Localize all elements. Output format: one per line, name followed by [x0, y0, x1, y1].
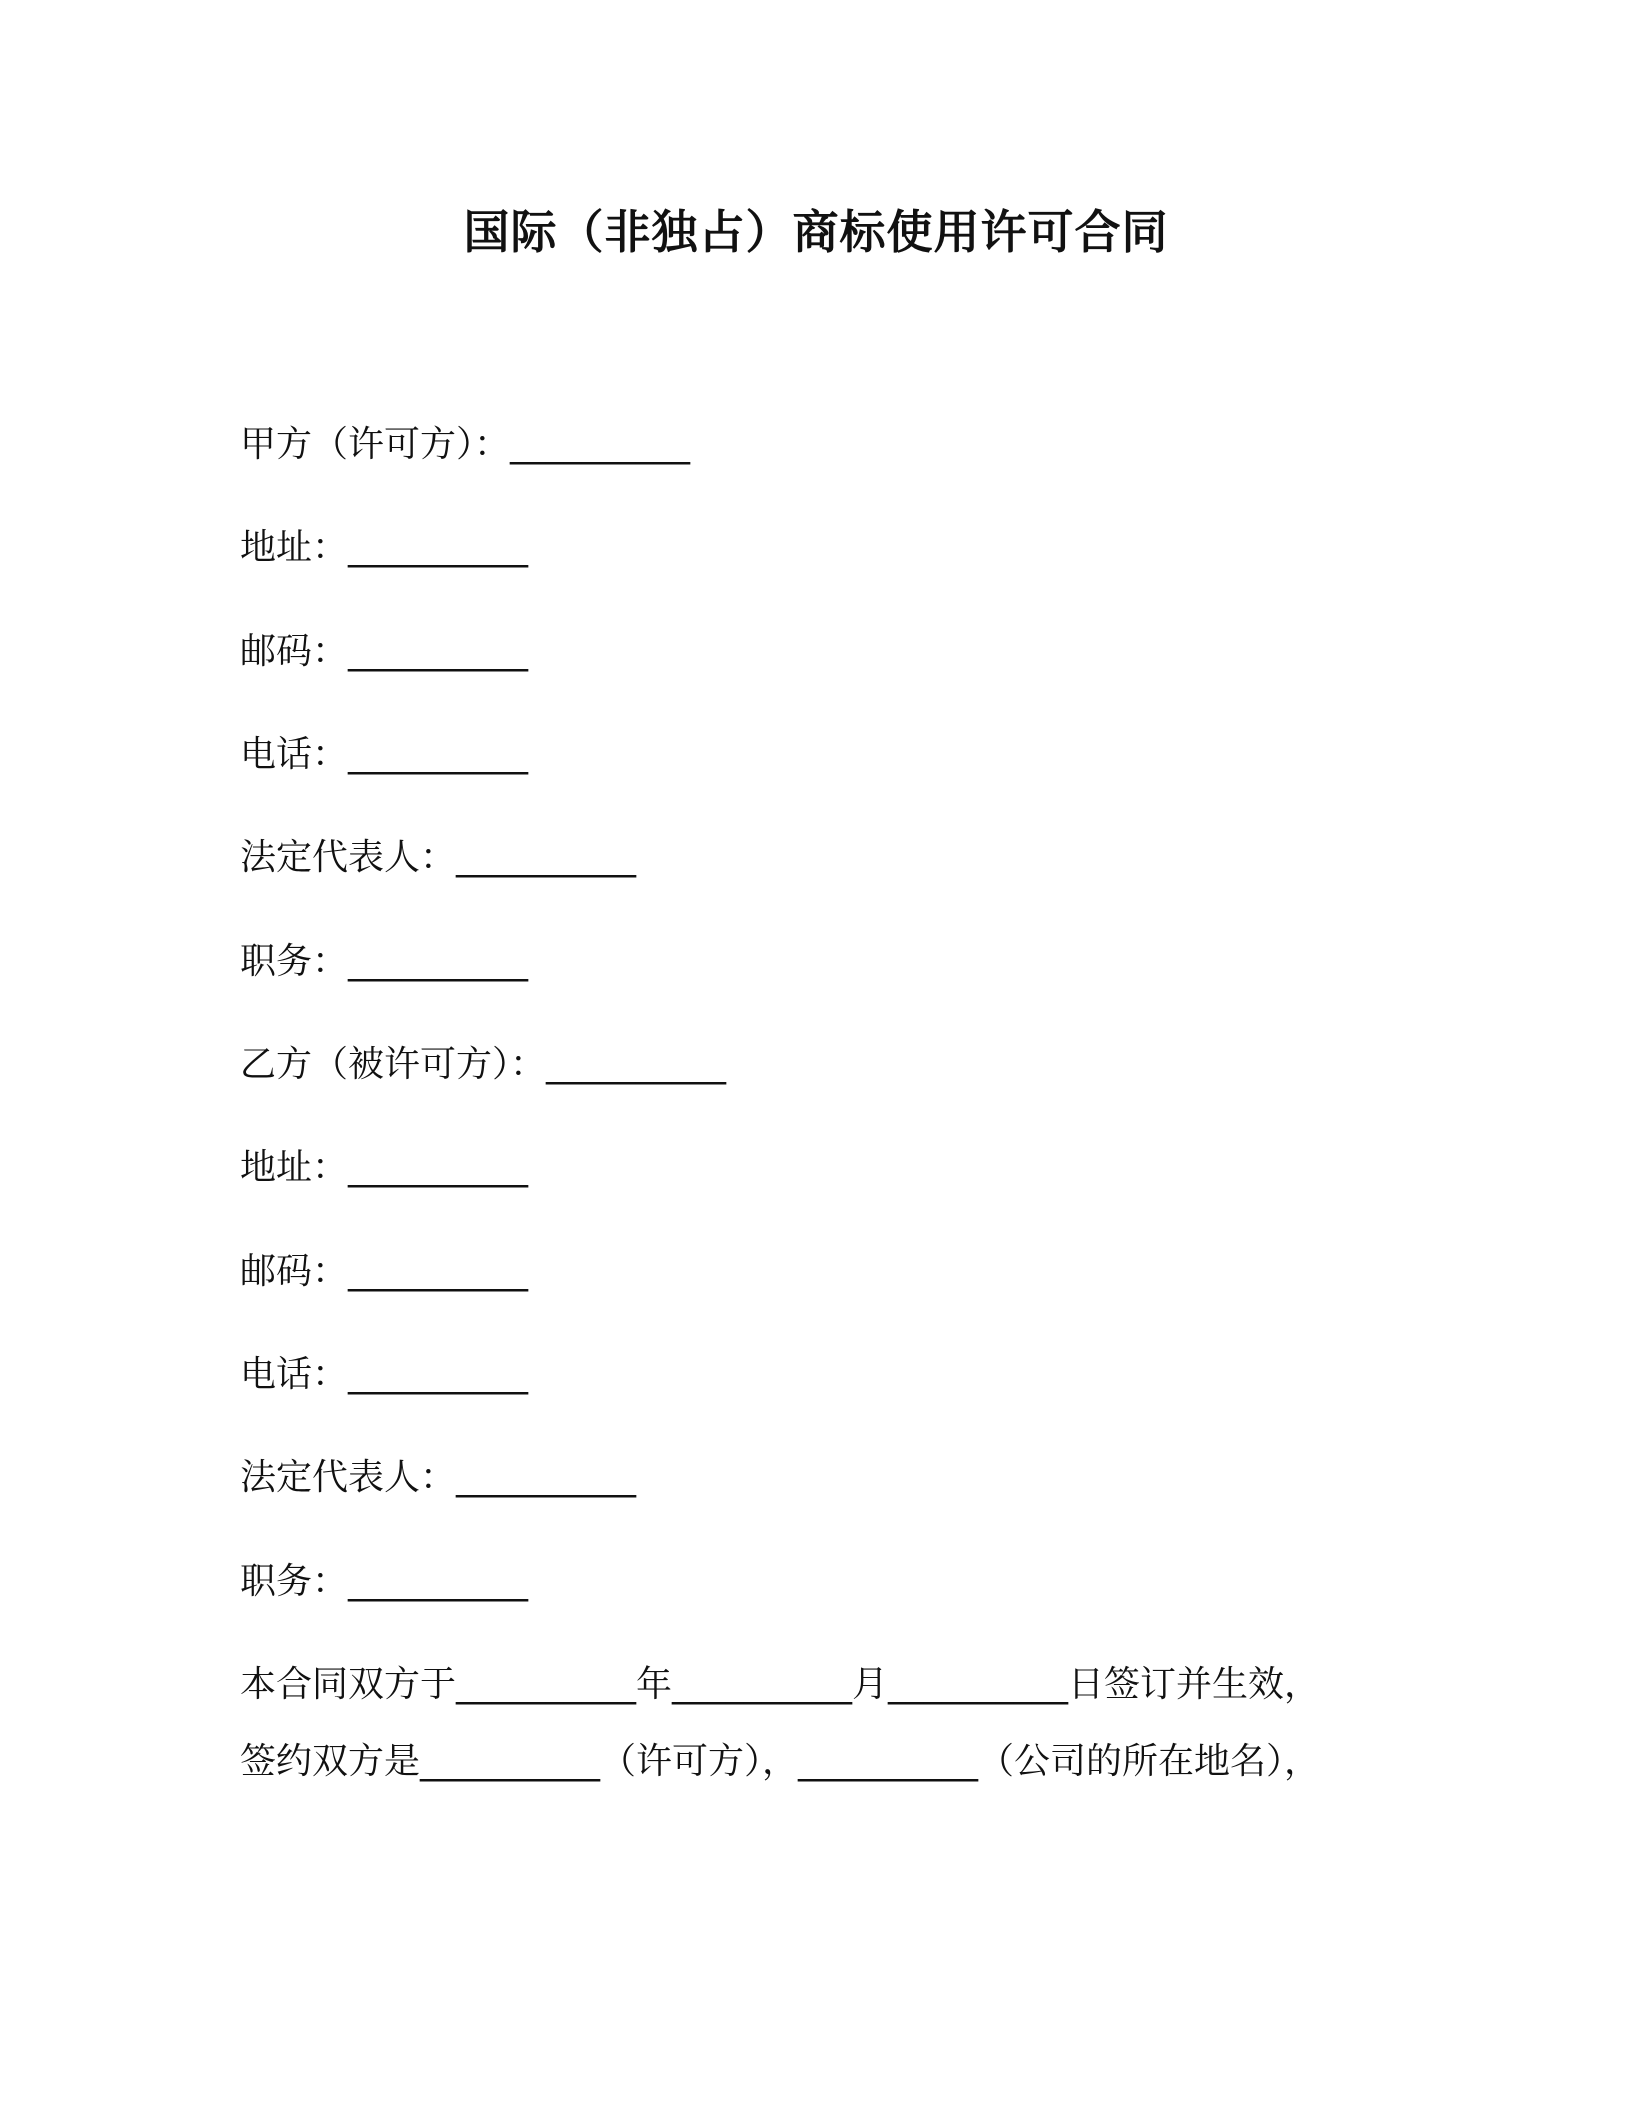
body-paragraph-line: 本合同双方于__________年__________月__________日签订并生效，	[240, 1664, 1321, 1705]
party-a-heading: 甲方（许可方）：__________	[240, 424, 691, 465]
party-b-legal-rep: 法定代表人：__________	[240, 1457, 637, 1498]
body-paragraph-line: 签约双方是__________（许可方），__________（公司的所在地名），	[240, 1741, 1321, 1782]
party-a-address: 地址：__________	[240, 527, 529, 568]
party-b-heading: 乙方（被许可方）：__________	[240, 1044, 727, 1085]
party-b-position: 职务：__________	[240, 1561, 529, 1602]
party-a-phone: 电话：__________	[240, 734, 529, 775]
party-b-phone: 电话：__________	[240, 1354, 529, 1395]
party-a-legal-rep: 法定代表人：__________	[240, 837, 637, 878]
document-title: 国际（非独占）商标使用许可合同	[463, 205, 1169, 259]
party-b-address: 地址：__________	[240, 1147, 529, 1188]
party-a-position: 职务：__________	[240, 941, 529, 982]
party-b-postcode: 邮码：__________	[240, 1251, 529, 1292]
party-a-postcode: 邮码：__________	[240, 631, 529, 672]
